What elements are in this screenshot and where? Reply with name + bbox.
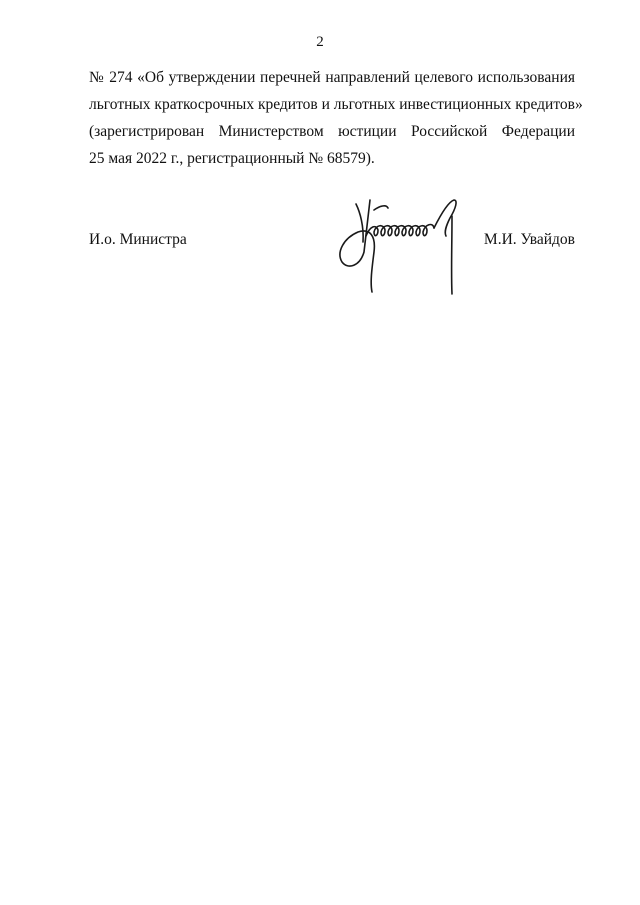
- text-line: льготных краткосрочных кредитов и льготных инвестиционных кредитов»: [89, 96, 583, 113]
- page-number: 2: [316, 34, 324, 50]
- text-line: 25 мая 2022 г., регистрационный № 68579).: [89, 150, 375, 167]
- signer-position: И.о. Министра: [89, 231, 187, 248]
- signature-icon: [330, 196, 466, 296]
- text-line: № 274 «Об утверждении перечней направлений целевого использования: [89, 69, 575, 86]
- body-paragraph: [89, 64, 583, 172]
- text-line: (зарегистрирован Министерством юстиции Российской Федерации: [89, 123, 575, 140]
- signer-name: М.И. Увайдов: [483, 231, 575, 248]
